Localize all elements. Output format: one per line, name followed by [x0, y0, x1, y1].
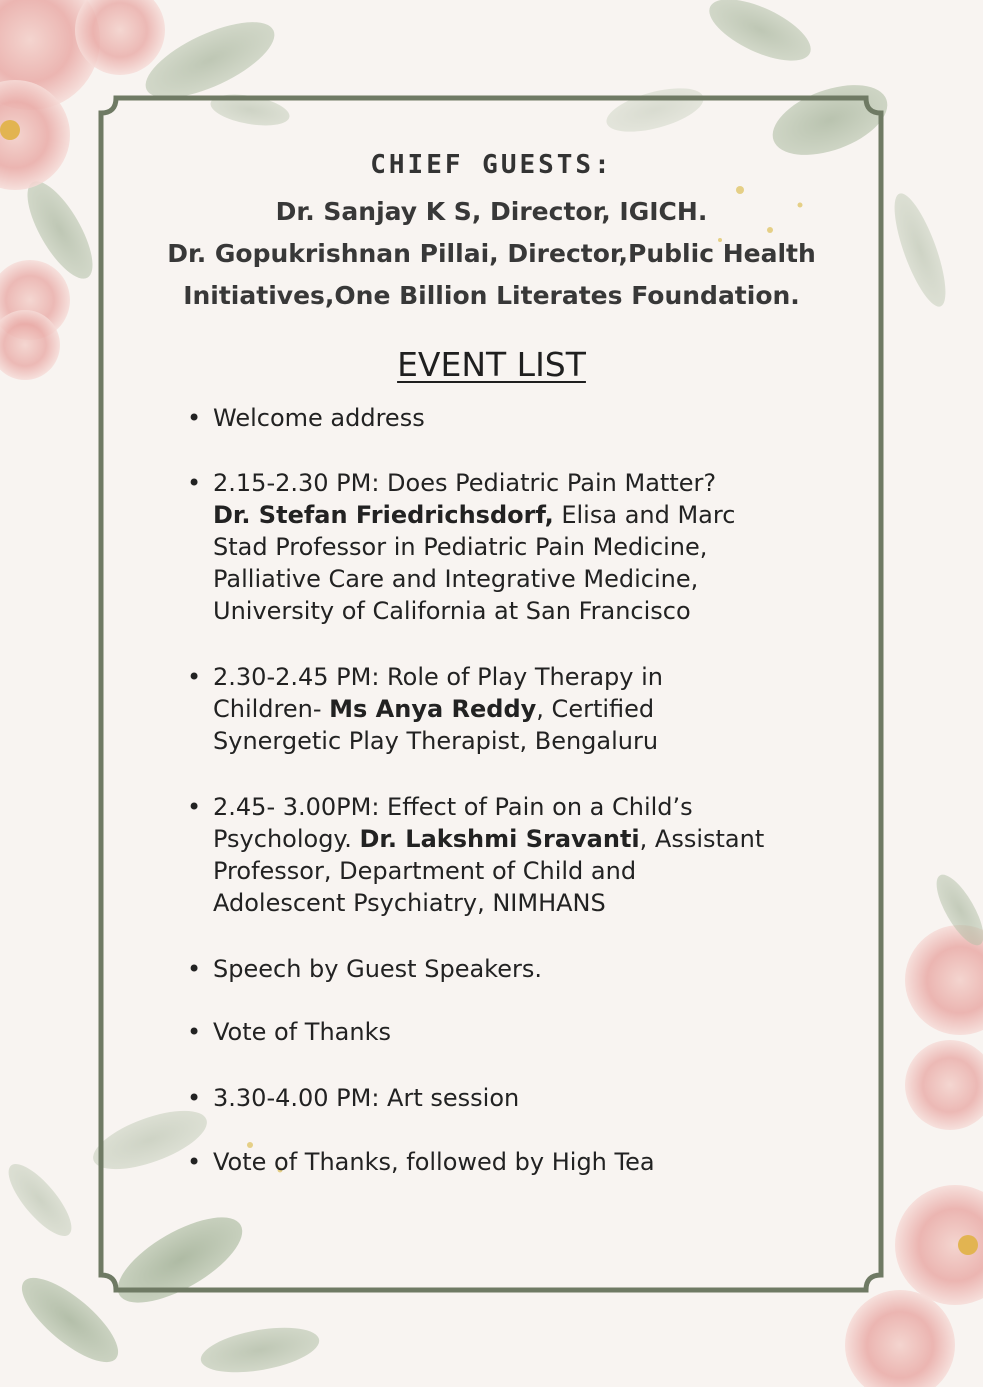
- speaker-name: Dr. Lakshmi Sravanti: [359, 825, 640, 853]
- event-text: 3.30-4.00 PM: Art session: [213, 1084, 520, 1112]
- event-text: Vote of Thanks, followed by High Tea: [213, 1148, 655, 1176]
- guest-line-2: Dr. Gopukrishnan Pillai, Director,Public Health: [167, 239, 816, 268]
- event-item-7: [185, 1082, 825, 1114]
- bullet-icon: •: [187, 793, 202, 821]
- speaker-name: Ms Anya Reddy: [329, 695, 537, 723]
- speaker-name: Dr. Stefan Friedrichsdorf,: [213, 501, 554, 529]
- event-text: Speech by Guest Speakers.: [213, 955, 542, 983]
- speaker-details: Elisa and Marc Stad Professor in Pediatric Pain Medicine, Palliative Care and Integrative Medicine, University of California at San Francisco: [213, 501, 736, 625]
- event-text: Welcome address: [213, 404, 425, 432]
- event-text: 2.30-2.45 PM: Role of Play Therapy in Children-: [213, 663, 663, 723]
- guest-line-1: Dr. Sanjay K S, Director, IGICH.: [275, 197, 708, 226]
- bullet-icon: •: [187, 1018, 202, 1046]
- event-item-6: [185, 1016, 825, 1048]
- guest-line-3: Initiatives,One Billion Literates Foundation.: [183, 281, 800, 310]
- event-item-3: [185, 661, 825, 757]
- bullet-icon: •: [187, 469, 202, 497]
- bullet-icon: •: [187, 663, 202, 691]
- event-item-8: [185, 1146, 825, 1178]
- bullet-icon: •: [187, 955, 202, 983]
- bullet-icon: •: [187, 404, 202, 432]
- bullet-icon: •: [187, 1084, 202, 1112]
- event-item-1: [185, 402, 825, 434]
- speaker-details: , Certified Synergetic Play Therapist, Bengaluru: [213, 695, 659, 755]
- event-text: 2.45- 3.00PM: Effect of Pain on a Child’s Psychology.: [213, 793, 693, 853]
- event-item-2: [185, 467, 825, 627]
- event-item-4: [185, 791, 825, 919]
- event-text: 2.15-2.30 PM: Does Pediatric Pain Matter?: [213, 469, 717, 497]
- event-list-heading: EVENT LIST: [397, 345, 586, 384]
- bullet-icon: •: [187, 1148, 202, 1176]
- event-item-5: [185, 953, 825, 985]
- speaker-details: , Assistant Professor, Department of Child and Adolescent Psychiatry, NIMHANS: [213, 825, 765, 917]
- event-text: Vote of Thanks: [213, 1018, 391, 1046]
- chief-guests-heading: CHIEF GUESTS:: [370, 150, 613, 180]
